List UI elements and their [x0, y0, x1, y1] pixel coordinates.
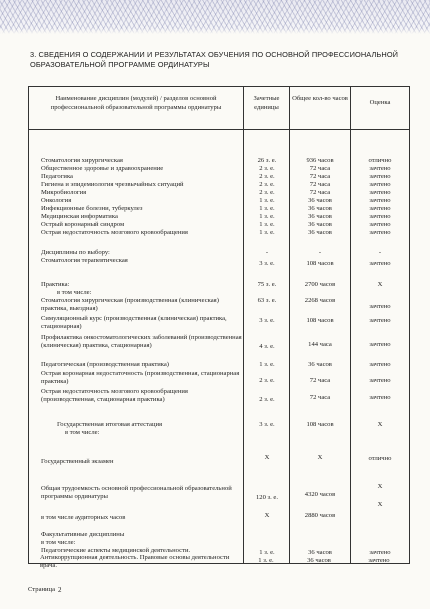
- grade: зачтено: [369, 197, 391, 204]
- discipline-name: Гигиена и эпидемиология чрезвычайных ситуаций: [41, 181, 184, 188]
- grade: зачтено: [369, 394, 391, 401]
- credit-units: 26 з. е.: [257, 157, 277, 164]
- grade: зачтено: [369, 213, 391, 220]
- credit-units: 1 з. е.: [259, 197, 275, 204]
- grade: зачтено: [369, 303, 391, 310]
- grade: зачтено: [369, 229, 391, 236]
- discipline-name: Симуляционный курс (производственная (клиническая) практика, стационарная): [41, 315, 227, 330]
- total-hours: 36 часов: [308, 229, 332, 236]
- discipline-name: Медицинская информатика: [41, 213, 118, 220]
- discipline-name: Антикоррупционная деятельность. Правовые основы деятельности врача.: [40, 554, 230, 569]
- total-hours: Х: [317, 454, 323, 461]
- column-header-discipline: Наименование дисциплин (модулей) / разделов основной профессиональной образовательной программы ординатуры: [50, 95, 222, 111]
- credit-units: 2 з. е.: [259, 181, 275, 188]
- total-hours: 36 часов: [308, 549, 332, 556]
- grade: Х: [377, 421, 383, 428]
- grade: зачтено: [369, 260, 391, 267]
- grade: зачтено: [369, 189, 391, 196]
- total-hours: 72 часа: [309, 181, 331, 188]
- discipline-name: Микробиология: [41, 189, 87, 196]
- discipline-name: Острая коронарная недостаточность (производственная, стационарная практика): [41, 370, 240, 385]
- total-hours: 36 часов: [308, 221, 332, 228]
- grade: отлично: [368, 455, 392, 462]
- grade: зачтено: [369, 173, 391, 180]
- total-hours: 36 часов: [308, 213, 332, 220]
- grade: зачтено: [369, 377, 391, 384]
- credit-units: 3 з. е.: [259, 421, 275, 428]
- grade: -: [378, 249, 382, 256]
- grade: зачтено: [369, 205, 391, 212]
- discipline-name: Стоматология хирургическая (производственная (клиническая) практика, выездная): [41, 297, 219, 312]
- total-hours: 108 часов: [306, 260, 334, 267]
- discipline-name: Онкология: [41, 197, 72, 204]
- total-hours: 36 часов: [308, 197, 332, 204]
- total-hours: 936 часов: [306, 157, 334, 164]
- total-hours: 2268 часов: [304, 297, 336, 304]
- column-header-grade: Оценка: [369, 99, 391, 106]
- column-divider: [243, 87, 244, 563]
- credit-units: 1 з. е.: [259, 213, 275, 220]
- total-hours: 4320 часов: [304, 491, 336, 498]
- credit-units: 2 з. е.: [259, 189, 275, 196]
- grade: зачтено: [369, 361, 391, 368]
- credit-units: 1 з. е.: [259, 229, 275, 236]
- total-hours: 108 часов: [306, 421, 334, 428]
- total-hours: 36 часов: [307, 557, 331, 564]
- grade: Х: [377, 483, 383, 490]
- discipline-name: Инфекционные болезни, туберкулез: [41, 205, 143, 212]
- page-number: 2: [58, 586, 62, 594]
- discipline-name: Острая недостаточность мозгового кровообращения: [41, 229, 188, 236]
- credit-units: 75 з. е.: [257, 281, 277, 288]
- credit-units: 3 з. е.: [259, 260, 275, 267]
- discipline-name: Профилактика онкостоматологических заболеваний (производственная (клиническая) практика, стационарная): [41, 334, 242, 349]
- discipline-name: Дисциплины по выбору:: [41, 249, 110, 256]
- header-divider: [29, 129, 409, 130]
- credit-units: 2 з. е.: [259, 396, 275, 403]
- total-hours: 108 часов: [306, 317, 334, 324]
- grade: зачтено: [369, 341, 391, 348]
- discipline-name: Педагогика: [41, 173, 73, 180]
- grade: Х: [377, 501, 383, 508]
- discipline-name: в том числе:: [65, 429, 100, 436]
- discipline-name: Общественное здоровье и здравоохранение: [41, 165, 164, 172]
- credit-units: 1 з. е.: [259, 361, 275, 368]
- guilloche-border: [0, 0, 430, 34]
- total-hours: 72 часа: [309, 165, 331, 172]
- discipline-name: Государственный экзамен: [41, 458, 114, 465]
- credit-units: 2 з. е.: [259, 377, 275, 384]
- credit-units: 1 з. е.: [259, 205, 275, 212]
- grade: отлично: [368, 157, 392, 164]
- total-hours: 2700 часов: [304, 281, 336, 288]
- credit-units: Х: [264, 512, 270, 519]
- total-hours: 36 часов: [308, 205, 332, 212]
- grade: зачтено: [368, 557, 390, 564]
- credit-units: 2 з. е.: [259, 173, 275, 180]
- discipline-name: Острая недостаточность мозгового кровообращения (производственная, стационарная практика): [41, 388, 188, 403]
- page-label: Страница: [28, 586, 56, 593]
- discipline-name: Острый коронарный синдром: [41, 221, 125, 228]
- discipline-name: Общая трудоемкость основной профессиональной образовательной программы ординатуры: [41, 485, 232, 500]
- section-title: 3. СВЕДЕНИЯ О СОДЕРЖАНИИ И РЕЗУЛЬТАТАХ ОБУЧЕНИЯ ПО ОСНОВНОЙ ПРОФЕССИОНАЛЬНОЙ ОБРАЗОВАТЕЛЬНОЙ ПРОГРАММЕ ОРДИНАТУРЫ: [30, 50, 399, 69]
- credit-units: 1 з. е.: [259, 549, 275, 556]
- total-hours: 36 часов: [308, 361, 332, 368]
- total-hours: 72 часа: [309, 377, 331, 384]
- credit-units: Х: [264, 454, 270, 461]
- discipline-name: Стоматология терапевтическая: [41, 257, 128, 264]
- discipline-name: Практика:: [41, 281, 70, 288]
- discipline-name: в том числе аудиторных часов: [41, 514, 126, 521]
- total-hours: 72 часа: [309, 394, 331, 401]
- credit-units: 1 з. е.: [259, 221, 275, 228]
- discipline-name: в том числе:: [57, 289, 92, 296]
- credit-units: 120 з. е.: [255, 494, 279, 501]
- discipline-name: Государственная итоговая аттестация: [57, 421, 163, 428]
- discipline-name: Педагогические аспекты медицинской деятельности.: [41, 547, 191, 554]
- discipline-name: в том числе:: [41, 539, 76, 546]
- credit-units: 1 з. е.: [258, 557, 274, 564]
- discipline-name: Педагогическая (производственная практика): [41, 361, 169, 368]
- discipline-name: Стоматология хирургическая: [41, 157, 123, 164]
- results-table: [28, 86, 410, 564]
- grade: зачтено: [369, 317, 391, 324]
- grade: Х: [377, 281, 383, 288]
- total-hours: 72 часа: [309, 173, 331, 180]
- credit-units: -: [265, 249, 269, 256]
- grade: зачтено: [369, 549, 391, 556]
- credit-units: 63 з. е.: [257, 297, 277, 304]
- grade: зачтено: [369, 181, 391, 188]
- grade: зачтено: [369, 221, 391, 228]
- total-hours: 144 часа: [308, 341, 332, 348]
- total-hours: 2880 часов: [304, 512, 336, 519]
- total-hours: -: [318, 249, 322, 256]
- total-hours: 72 часа: [309, 189, 331, 196]
- credit-units: 3 з. е.: [259, 317, 275, 324]
- discipline-name: Факультативные дисциплины: [41, 531, 125, 538]
- credit-units: 4 з. е.: [259, 343, 275, 350]
- grade: зачтено: [369, 165, 391, 172]
- column-header-units: Зачетные единицы: [253, 95, 280, 111]
- credit-units: 2 з. е.: [259, 165, 275, 172]
- column-header-hours: Общее кол-во часов: [292, 95, 348, 102]
